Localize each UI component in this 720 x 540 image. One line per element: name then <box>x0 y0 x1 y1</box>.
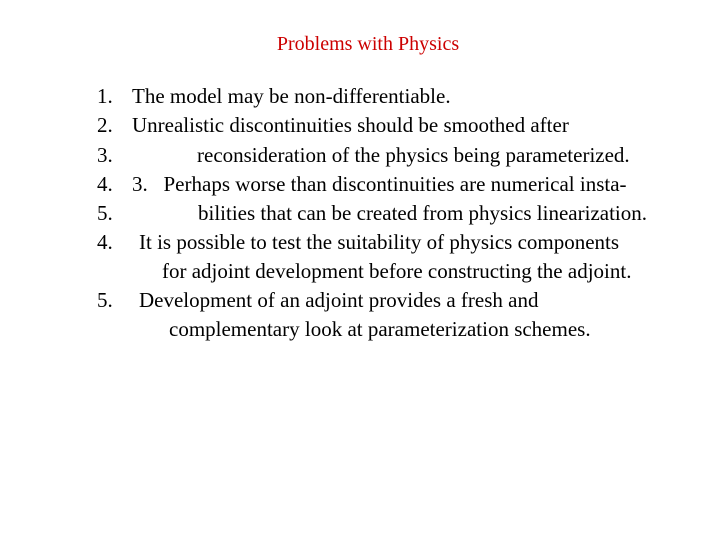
list-number: 5. <box>97 288 113 312</box>
list-number: 3. <box>97 143 113 167</box>
list-number: 4. <box>97 172 113 196</box>
list-item-text: The model may be non-differentiable. <box>132 84 451 108</box>
list-item-text: It is possible to test the suitability of physics components <box>139 230 620 254</box>
list-number: 2. <box>97 113 113 137</box>
list-item-text: complementary look at parameterization schemes. <box>169 317 591 341</box>
slide-title: Problems with Physics <box>276 33 460 55</box>
list-item-text: Unrealistic discontinuities should be smoothed after <box>132 113 569 137</box>
list-item-text: bilities that can be created from physics linearization. <box>198 201 647 225</box>
list-number: 4. <box>97 230 113 254</box>
list-item-text: Development of an adjoint provides a fresh and <box>139 288 539 312</box>
list-item-text: reconsideration of the physics being parameterized. <box>197 143 630 167</box>
list-item-text: 3. Perhaps worse than discontinuities are numerical insta- <box>132 172 627 196</box>
list-number: 1. <box>97 84 113 108</box>
list-item-text: for adjoint development before constructing the adjoint. <box>162 259 632 283</box>
list-number: 5. <box>97 201 113 225</box>
